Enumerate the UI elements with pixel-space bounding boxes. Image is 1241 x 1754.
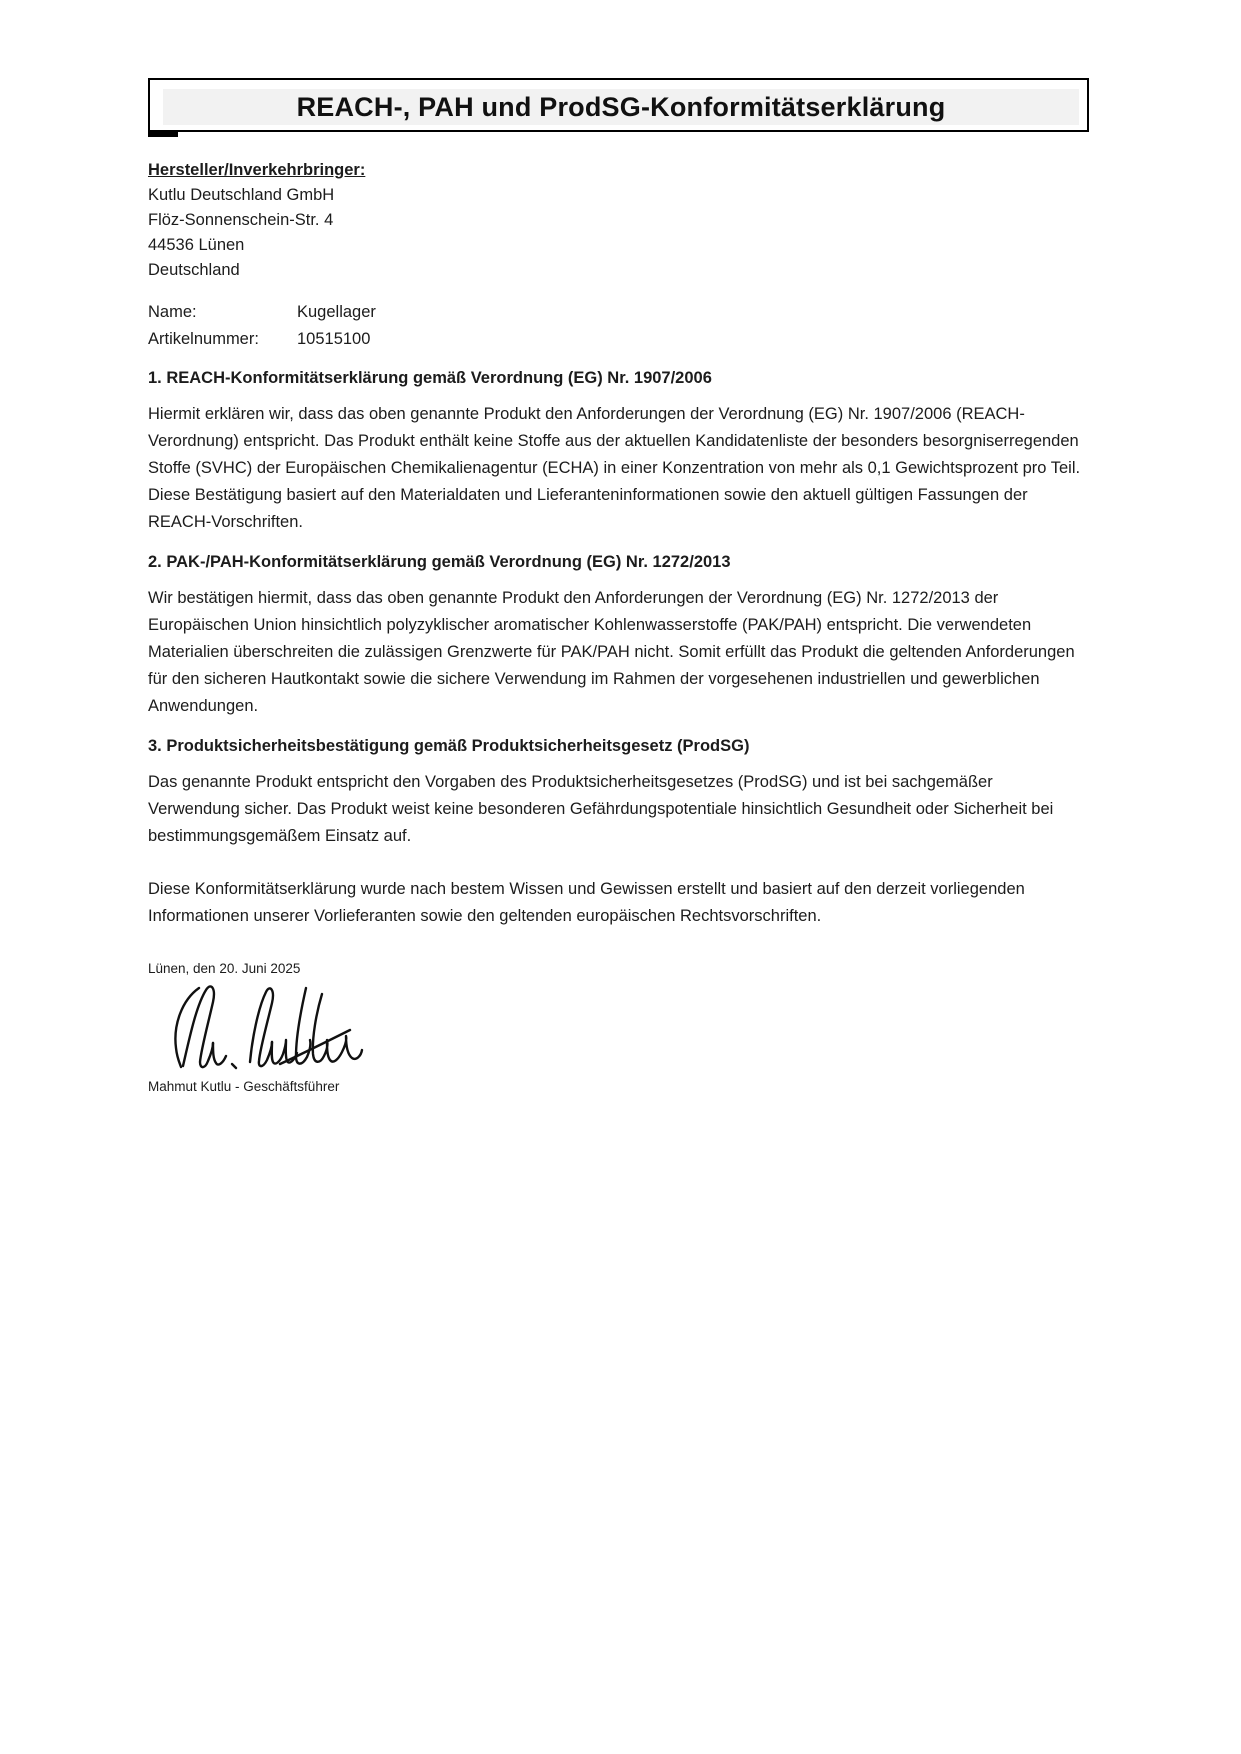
section-reach: [148, 367, 1089, 536]
signer-name-line: Mahmut Kutlu - Geschäftsführer: [148, 1079, 340, 1094]
closing-paragraph: Diese Konformitätserklärung wurde nach bestem Wissen und Gewissen erstellt und basiert auf den derzeit vorliegenden Informationen unserer Vorlieferanten sowie den geltenden europäischen Rechtsvorschriften.: [148, 880, 1025, 925]
manufacturer-country-line: Deutschland: [148, 261, 240, 279]
section-pah-body: Wir bestätigen hiermit, dass das oben genannte Produkt den Anforderungen der Verordnung (EG) Nr. 1272/2013 der Europäischen Union hinsichtlich polyzyklischer aromatischer Kohlenwasserstoffe (PAK/PAH) entspricht. Die verwendeten Materialien überschreiten die zulässigen Grenzwerte für PAK/PAH nicht. Somit erfüllt das Produkt die geltenden Anforderungen für den sicheren Hautkontakt sowie die sichere Verwendung im Rahmen der vorgesehenen industriellen und gewerblichen Anwendungen.: [148, 589, 1075, 715]
document-content: [148, 78, 1089, 1096]
table-row: [148, 326, 1089, 353]
section-prodsg-heading: 3. Produktsicherheitsbestätigung gemäß Produktsicherheitsgesetz (ProdSG): [148, 737, 750, 755]
product-article-number-value: 10515100: [297, 330, 371, 348]
section-pah: [148, 551, 1089, 720]
manufacturer-company-line: Kutlu Deutschland GmbH: [148, 186, 335, 204]
handwritten-signature: [154, 980, 364, 1074]
product-article-number-label: Artikelnummer:: [148, 330, 259, 348]
section-reach-body: Hiermit erklären wir, dass das oben genannte Produkt den Anforderungen der Verordnung (EG) Nr. 1907/2006 (REACH-Verordnung) entspricht. Das Produkt enthält keine Stoffe aus der aktuellen Kandidatenliste der besonders besorgniserregenden Stoffe (SVHC) der Europäischen Chemikalienagentur (ECHA) in einer Konzentration von mehr als 0,1 Gewichtsprozent pro Teil. Diese Bestätigung basiert auf den Materialdaten und Lieferanteninformationen sowie den aktuell gültigen Fassungen der REACH-Vorschriften.: [148, 405, 1081, 531]
title-box: [148, 78, 1089, 132]
manufacturer-city-line: 44536 Lünen: [148, 236, 245, 254]
product-name-value: Kugellager: [297, 303, 376, 321]
table-row: [148, 299, 1089, 326]
product-info-table: [148, 299, 1089, 353]
title-box-shadow-corner: [148, 132, 178, 137]
section-prodsg: [148, 735, 1089, 850]
manufacturer-block: [148, 158, 1089, 283]
section-reach-heading: 1. REACH-Konformitätserklärung gemäß Verordnung (EG) Nr. 1907/2006: [148, 369, 712, 387]
date-place-line: Lünen, den 20. Juni 2025: [148, 961, 301, 976]
document-title: REACH-, PAH und ProdSG-Konformitätserklärung: [163, 89, 1079, 125]
section-prodsg-body: Das genannte Produkt entspricht den Vorgaben des Produktsicherheitsgesetzes (ProdSG) und ist bei sachgemäßer Verwendung sicher. Das Produkt weist keine besonderen Gefährdungspotentiale hinsichtlich Gesundheit oder Sicherheit bei bestimmungsgemäßem Einsatz auf.: [148, 773, 1054, 845]
manufacturer-street-line: Flöz-Sonnenschein-Str. 4: [148, 211, 334, 229]
product-name-label: Name:: [148, 303, 197, 321]
section-pah-heading: 2. PAK-/PAH-Konformitätserklärung gemäß Verordnung (EG) Nr. 1272/2013: [148, 553, 731, 571]
manufacturer-heading: Hersteller/Inverkehrbringer:: [148, 161, 366, 179]
